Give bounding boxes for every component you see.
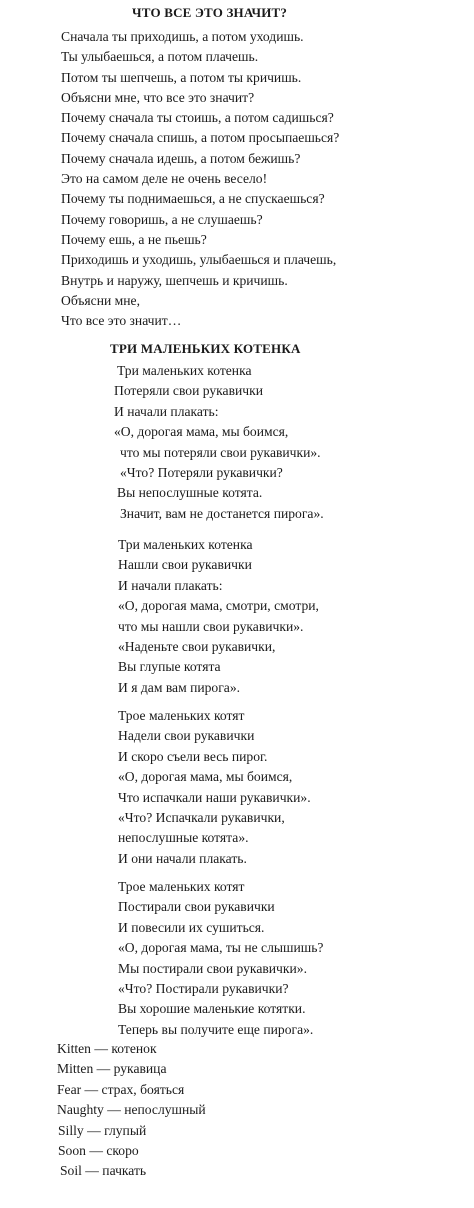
vocabulary-list bbox=[57, 1039, 206, 1182]
poem-line: что мы потеряли свои рукавички». bbox=[120, 444, 321, 460]
poem-line: Вы непослушные котята. bbox=[117, 485, 263, 501]
poem-line: И повесили их сушиться. bbox=[118, 919, 265, 935]
poem-line: Почему говоришь, а не слушаешь? bbox=[61, 211, 263, 227]
poem-line: «Что? Потеряли рукавички? bbox=[120, 464, 283, 480]
poem-line: Почему сначала спишь, а потом просыпаешься? bbox=[61, 130, 340, 146]
poem-line: «Что? Испачкали рукавички, bbox=[118, 809, 285, 825]
poem-line: Сначала ты приходишь, а потом уходишь. bbox=[61, 29, 304, 44]
vocabulary-item: Mitten — рукавица bbox=[57, 1061, 167, 1077]
poem-line: Ты улыбаешься, а потом плачешь. bbox=[61, 49, 259, 65]
poem-line: И они начали плакать. bbox=[118, 850, 247, 866]
poem-line: «О, дорогая мама, мы боимся, bbox=[118, 769, 293, 785]
poem-line: Почему ты поднимаешься, а не спускаешься? bbox=[61, 191, 325, 207]
stanza-2 bbox=[118, 535, 319, 698]
vocabulary-item: Soil — пачкать bbox=[60, 1163, 147, 1179]
poem-line: Почему сначала ты стоишь, а потом садишься? bbox=[61, 110, 334, 126]
vocabulary-item: Kitten — котенок bbox=[57, 1041, 157, 1056]
vocabulary-item: Soon — скоро bbox=[58, 1142, 139, 1158]
vocabulary-item: Fear — страх, бояться bbox=[57, 1081, 185, 1097]
poem-line: Три маленьких котенка bbox=[118, 537, 253, 552]
poem-line: Мы постирали свои рукавички». bbox=[118, 960, 307, 976]
poem-line: Значит, вам не достанется пирога». bbox=[120, 505, 324, 521]
poem-line: Трое маленьких котят bbox=[118, 708, 245, 723]
poem-line: «Что? Постирали рукавички? bbox=[118, 980, 289, 996]
poem-line: Объясни мне, bbox=[61, 292, 140, 308]
poem-line: Теперь вы получите еще пирога». bbox=[118, 1021, 314, 1037]
poem-line: «Наденьте свои рукавички, bbox=[118, 638, 276, 654]
poem-line: Надели свои рукавички bbox=[118, 728, 255, 744]
poem-line: Это на самом деле не очень весело! bbox=[61, 171, 268, 187]
poem-line: Трое маленьких котят bbox=[118, 879, 245, 894]
poem-line: Нашли свои рукавички bbox=[118, 557, 252, 573]
stanza-3 bbox=[118, 706, 311, 869]
poem-line: «О, дорогая мама, ты не слышишь? bbox=[118, 940, 324, 956]
poem-what-does-it-mean bbox=[61, 27, 339, 331]
poem-line: Почему ешь, а не пьешь? bbox=[61, 231, 207, 247]
poem-line: И я дам вам пирога». bbox=[118, 679, 241, 695]
vocabulary-item: Silly — глупый bbox=[58, 1122, 147, 1138]
poem-line: Три маленьких котенка bbox=[117, 363, 252, 378]
vocabulary-item: Naughty — непослушный bbox=[57, 1102, 206, 1118]
poem-line: Объясни мне, что все это значит? bbox=[61, 89, 255, 105]
poem-line: И начали плакать: bbox=[118, 577, 223, 593]
poem-line: И начали плакать: bbox=[114, 403, 219, 419]
poem-line: Почему сначала идешь, а потом бежишь? bbox=[61, 150, 301, 166]
poem-title-what-does-it-mean: ЧТО ВСЕ ЭТО ЗНАЧИТ? bbox=[132, 5, 288, 20]
poem-line: что мы нашли свои рукавички». bbox=[118, 618, 304, 634]
poem-line: Что испачкали наши рукавички». bbox=[118, 789, 311, 805]
poem-line: Вы хорошие маленькие котятки. bbox=[118, 1001, 306, 1017]
poem-line: «О, дорогая мама, смотри, смотри, bbox=[118, 598, 319, 614]
poem-line: непослушные котята». bbox=[118, 830, 249, 846]
poem-line: Вы глупые котята bbox=[118, 659, 221, 675]
stanza-1 bbox=[114, 361, 324, 524]
poem-line: Потеряли свои рукавички bbox=[114, 383, 263, 399]
poem-line: Что все это значит… bbox=[61, 313, 182, 329]
poem-line: И скоро съели весь пирог. bbox=[118, 748, 268, 764]
poem-line: «О, дорогая мама, мы боимся, bbox=[114, 424, 289, 440]
poem-line: Внутрь и наружу, шепчешь и кричишь. bbox=[61, 272, 288, 288]
poem-line: Постирали свои рукавички bbox=[118, 899, 275, 915]
stanza-4 bbox=[118, 877, 323, 1040]
poem-title-three-little-kittens: ТРИ МАЛЕНЬКИХ КОТЕНКА bbox=[110, 341, 301, 356]
poem-line: Приходишь и уходишь, улыбаешься и плачешь, bbox=[61, 252, 337, 268]
poem-line: Потом ты шепчешь, а потом ты кричишь. bbox=[61, 69, 302, 85]
